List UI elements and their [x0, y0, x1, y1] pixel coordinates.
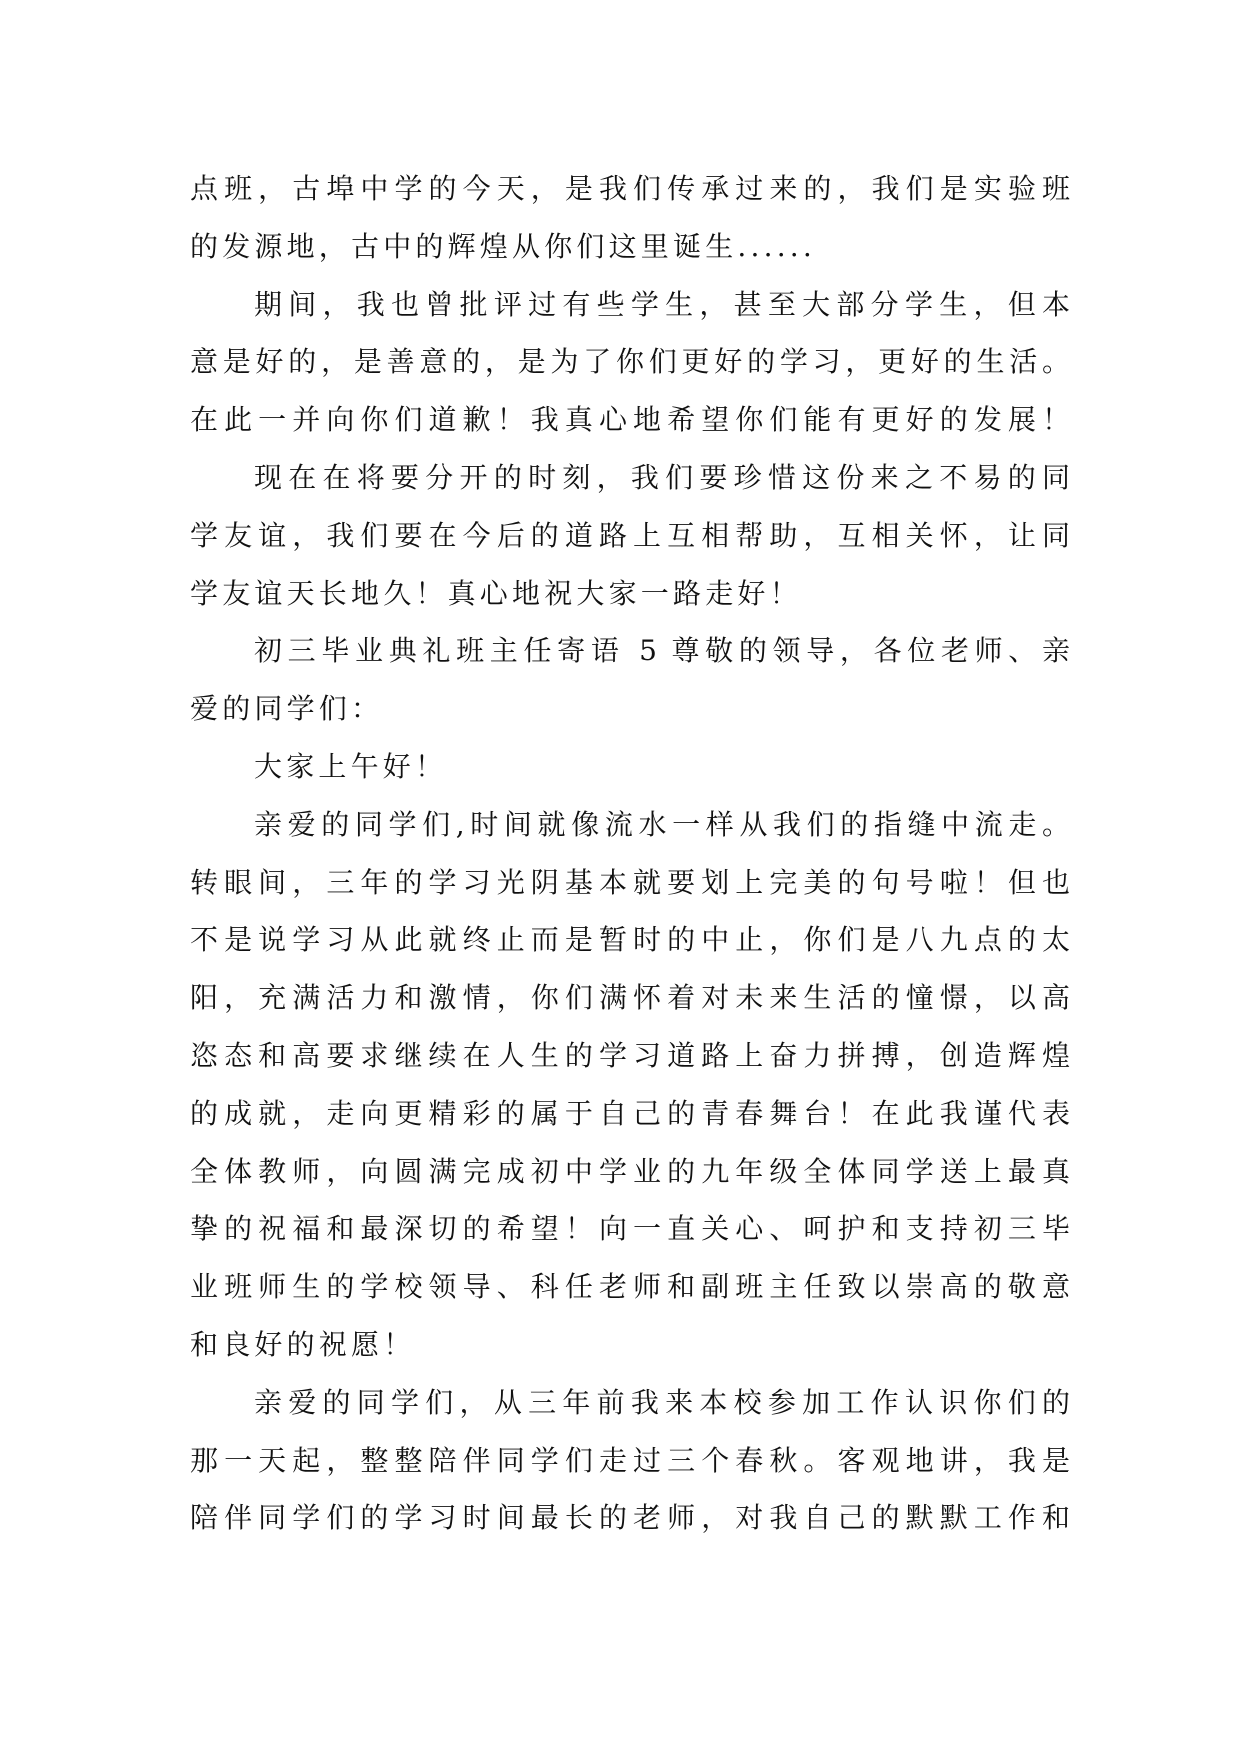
paragraph-start-line: 大家上午好！: [254, 749, 448, 783]
text-line: 意是好的，是善意的，是为了你们更好的学习，更好的生活。: [190, 345, 1070, 379]
text-line: 学友谊天长地久！真心地祝大家一路走好！: [190, 576, 802, 610]
text-line: 点班，古埠中学的今天，是我们传承过来的，我们是实验班: [190, 172, 1070, 205]
text-line: 阳，充满活力和激情，你们满怀着对未来生活的憧憬，以高: [190, 981, 1070, 1015]
text-line: 爱的同学们：: [190, 692, 384, 726]
text-line: 和良好的祝愿！: [190, 1327, 416, 1361]
text-line: 陪伴同学们的学习时间最长的老师，对我自己的默默工作和: [190, 1501, 1070, 1535]
paragraph-start-line: 初三毕业典礼班主任寄语 5 尊敬的领导，各位老师、亲: [254, 634, 1070, 668]
paragraph-start-line: 期间，我也曾批评过有些学生，甚至大部分学生，但本: [254, 287, 1070, 321]
text-line: 挚的祝福和最深切的希望！向一直关心、呵护和支持初三毕: [190, 1212, 1070, 1246]
text-line: 转眼间，三年的学习光阴基本就要划上完美的句号啦！但也: [190, 865, 1070, 899]
text-line: 业班师生的学校领导、科任老师和副班主任致以崇高的敬意: [190, 1270, 1070, 1304]
text-line: 的发源地，古中的辉煌从你们这里诞生......: [190, 229, 817, 263]
text-line: 恣态和高要求继续在人生的学习道路上奋力拼搏，创造辉煌: [190, 1038, 1070, 1072]
text-line: 学友谊，我们要在今后的道路上互相帮助，互相关怀，让同: [190, 518, 1070, 552]
text-line: 的成就，走向更精彩的属于自己的青春舞台！在此我谨代表: [190, 1096, 1070, 1130]
text-line: 不是说学习从此就终止而是暂时的中止，你们是八九点的太: [190, 923, 1070, 957]
paragraph-start-line: 亲爱的同学们，从三年前我来本校参加工作认识你们的: [254, 1385, 1070, 1419]
text-line: 在此一并向你们道歉！我真心地希望你们能有更好的发展！: [190, 403, 1070, 437]
paragraph-start-line: 现在在将要分开的时刻，我们要珍惜这份来之不易的同: [254, 460, 1070, 494]
text-line: 那一天起，整整陪伴同学们走过三个春秋。客观地讲，我是: [190, 1443, 1070, 1477]
paragraph-start-line: 亲爱的同学们,时间就像流水一样从我们的指缝中流走。: [254, 807, 1070, 841]
text-line: 全体教师，向圆满完成初中学业的九年级全体同学送上最真: [190, 1154, 1070, 1188]
body-text: [190, 160, 1070, 1547]
